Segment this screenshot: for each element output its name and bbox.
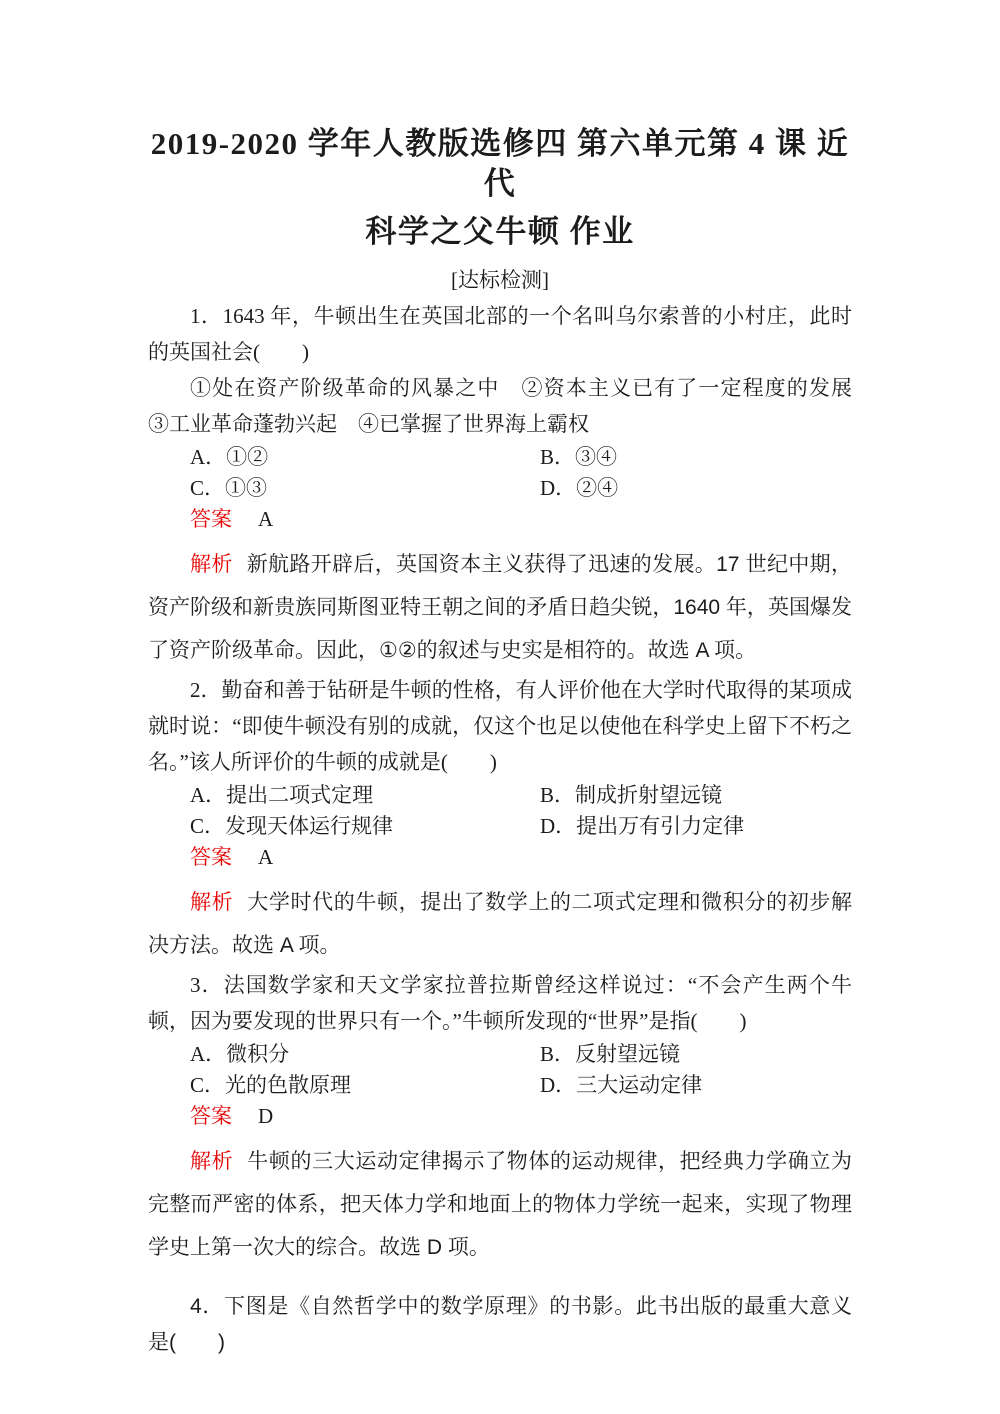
question-2-stem: 2．勤奋和善于钻研是牛顿的性格，有人评价他在大学时代取得的某项成就时说：“即使牛顿没有别的成就，仅这个也足以使他在科学史上留下不朽之名。”该人所评价的牛顿的成就是( ) bbox=[148, 678, 852, 774]
options-row bbox=[190, 811, 852, 842]
question-1 bbox=[148, 298, 873, 672]
document-title-line2: 科学之父牛顿 作业 bbox=[365, 214, 635, 249]
question-2-analysis bbox=[148, 881, 852, 967]
question-1-option-d: D．②④ bbox=[540, 476, 619, 500]
options-row bbox=[190, 780, 852, 811]
question-3-option-a: A．微积分 bbox=[190, 1042, 290, 1066]
question-2-options bbox=[190, 780, 852, 842]
question-1-option-a: A．①② bbox=[190, 445, 269, 469]
question-1-numbered-items: ①处在资产阶级革命的风暴之中 ②资本主义已有了一定程度的发展 ③工业革命蓬勃兴起 ④已掌握了世界海上霸权 bbox=[148, 376, 873, 436]
question-3 bbox=[148, 967, 852, 1269]
question-2-option-d: D．提出万有引力定律 bbox=[540, 814, 745, 838]
options-row bbox=[190, 1070, 852, 1101]
analysis-label: 解析 bbox=[190, 1150, 234, 1173]
analysis-label: 解析 bbox=[190, 553, 233, 576]
question-1-answer-row bbox=[148, 504, 852, 535]
question-1-analysis bbox=[148, 543, 852, 672]
question-3-stem: 3．法国数学家和天文学家拉普拉斯曾经这样说过：“不会产生两个牛顿，因为要发现的世界只有一个。”牛顿所发现的“世界”是指( ) bbox=[148, 973, 852, 1033]
question-3-option-c: C．光的色散原理 bbox=[190, 1073, 352, 1097]
question-1-analysis-text: 新航路开辟后，英国资本主义获得了迅速的发展。17 世纪中期，资产阶级和新贵族同斯图亚特王朝之间的矛盾日趋尖锐，1640 年，英国爆发了资产阶级革命。因此，①②的叙述与史实是相符的。故选 A 项。 bbox=[148, 553, 852, 662]
question-3-option-d: D．三大运动定律 bbox=[540, 1073, 703, 1097]
question-3-answer-value: D bbox=[258, 1104, 274, 1128]
question-2-option-b: B．制成折射望远镜 bbox=[540, 783, 723, 807]
question-3-answer-row bbox=[148, 1101, 852, 1132]
answer-label: 答案 bbox=[190, 508, 232, 531]
question-3-analysis-text: 牛顿的三大运动定律揭示了物体的运动规律，把经典力学确立为完整而严密的体系，把天体力学和地面上的物体力学统一起来，实现了物理学史上第一次大的综合。故选 D 项。 bbox=[148, 1150, 853, 1259]
question-1-answer-value: A bbox=[258, 507, 274, 531]
question-3-options bbox=[190, 1039, 852, 1101]
question-2-analysis-text: 大学时代的牛顿，提出了数学上的二项式定理和微积分的初步解决方法。故选 A 项。 bbox=[148, 891, 853, 957]
question-2-option-c: C．发现天体运行规律 bbox=[190, 814, 394, 838]
question-3-option-b: B．反射望远镜 bbox=[540, 1042, 681, 1066]
question-3-analysis bbox=[148, 1140, 852, 1269]
question-1-options bbox=[190, 442, 852, 504]
question-2 bbox=[148, 672, 852, 967]
question-2-answer-row bbox=[148, 842, 852, 873]
options-row bbox=[190, 473, 852, 504]
question-1-stem: 1．1643 年，牛顿出生在英国北部的一个名叫乌尔索普的小村庄，此时的英国社会( ) bbox=[148, 304, 852, 364]
question-1-option-c: C．①③ bbox=[190, 476, 268, 500]
document-title-line1: 2019-2020 学年人教版选修四 第六单元第 4 课 近代 bbox=[150, 126, 850, 201]
answer-label: 答案 bbox=[190, 1105, 232, 1128]
question-2-option-a: A．提出二项式定理 bbox=[190, 783, 374, 807]
question-4-stem: 4．下图是《自然哲学中的数学原理》的书影。此书出版的最重大意义是( ) bbox=[148, 1295, 852, 1354]
section-header: [达标检测] bbox=[451, 268, 549, 292]
options-row bbox=[190, 442, 852, 473]
answer-label: 答案 bbox=[190, 846, 232, 869]
analysis-label: 解析 bbox=[190, 891, 234, 914]
question-1-option-b: B．③④ bbox=[540, 445, 618, 469]
options-row bbox=[190, 1039, 852, 1070]
question-2-answer-value: A bbox=[258, 845, 274, 869]
